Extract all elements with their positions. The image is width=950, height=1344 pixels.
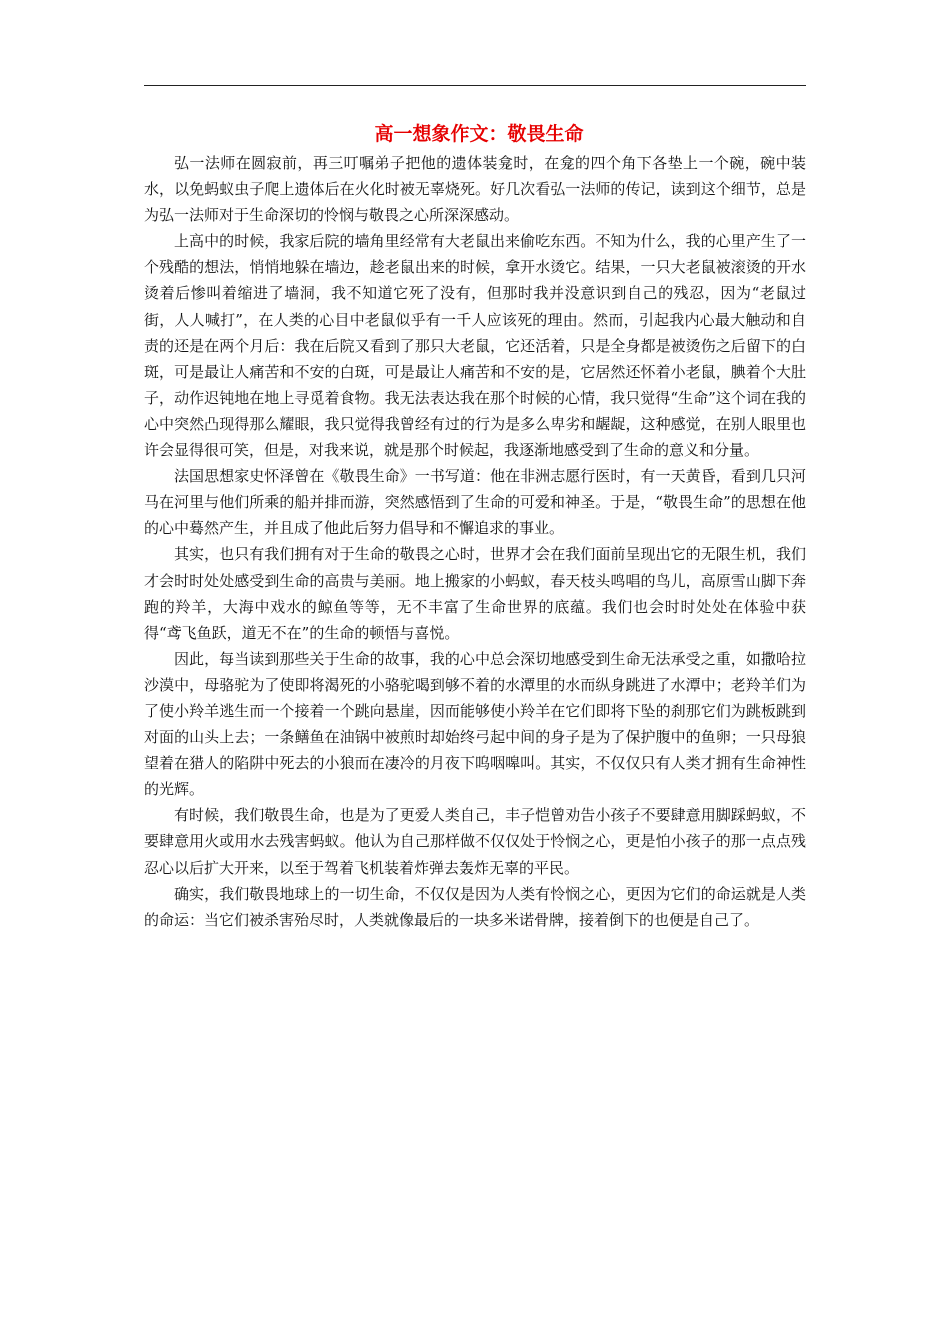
paragraph-5: 因此，每当读到那些关于生命的故事，我的心中总会深切地感受到生命无法承受之重，如撒哈拉沙漠中，母骆驼为了使即将渴死的小骆驼喝到够不着的水潭里的水而纵身跳进了水潭中；老羚羊们为了使小羚羊逃生而一个接着一个跳向悬崖，因而能够使小羚羊在它们即将下坠的刹那它们为跳板跳到对面的山头上去；一条鳝鱼在油锅中被煎时却始终弓起中间的身子是为了保护腹中的鱼卵；一只母狼望着在猎人的陷阱中死去的小狼而在凄冷的月夜下呜咽嗥叫。其实，不仅仅只有人类才拥有生命神性的光辉。: [144, 649, 806, 799]
paragraph-4: 其实，也只有我们拥有对于生命的敬畏之心时，世界才会在我们面前呈现出它的无限生机，我们才会时时处处感受到生命的高贵与美丽。地上搬家的小蚂蚁，春天枝头鸣唱的鸟儿，高原雪山脚下奔跑的羚羊，大海中戏水的鲸鱼等等，无不丰富了生命世界的底蕴。我们也会时时处处在体验中获得“鸢飞鱼跃，道无不在”的生命的顿悟与喜悦。: [144, 545, 806, 642]
paragraph-1: 弘一法师在圆寂前，再三叮嘱弟子把他的遗体装龛时，在龛的四个角下各垫上一个碗，碗中装水，以免蚂蚁虫子爬上遗体后在火化时被无辜烧死。好几次看弘一法师的传记，读到这个细节，总是为弘一法师对于生命深切的怜悯与敬畏之心所深深感动。: [144, 154, 806, 225]
paragraph-6: 有时候，我们敬畏生命，也是为了更爱人类自己，丰子恺曾劝告小孩子不要肆意用脚踩蚂蚁，不要肆意用火或用水去残害蚂蚁。他认为自己那样做不仅仅处于怜悯之心，更是怕小孩子的那一点点残忍心以后扩大开来，以至于驾着飞机装着炸弹去轰炸无辜的平民。: [144, 806, 806, 877]
header-rule: [144, 85, 806, 86]
paragraph-2: 上高中的时候，我家后院的墙角里经常有大老鼠出来偷吃东西。不知为什么，我的心里产生了一个残酷的想法，悄悄地躲在墙边，趁老鼠出来的时候，拿开水烫它。结果，一只大老鼠被滚烫的开水烫着后惨叫着缩进了墙洞，我不知道它死了没有，但那时我并没意识到自己的残忍，因为“老鼠过街，人人喊打”，在人类的心目中老鼠似乎有一千人应该死的理由。然而，引起我内心最大触动和自责的还是在两个月后：我在后院又看到了那只大老鼠，它还活着，只是全身都是被烫伤之后留下的白斑，可是最让人痛苦和不安的白斑，可是最让人痛苦和不安的是，它居然还怀着小老鼠，腆着个大肚子，动作迟钝地在地上寻觅着食物。我无法表达我在那个时候的心情，我只觉得“生命”这个词在我的心中突然凸现得那么耀眼，我只觉得我曾经有过的行为是多么卑劣和龌龊，这种感觉，在别人眼里也许会显得很可笑，但是，对我来说，就是那个时候起，我逐渐地感受到了生命的意义和分量。: [144, 232, 806, 460]
paragraph-3: 法国思想家史怀泽曾在《敬畏生命》一书写道：他在非洲志愿行医时，有一天黄昏，看到几只河马在河里与他们所乘的船并排而游，突然感悟到了生命的可爱和神圣。于是，“敬畏生命”的思想在他的心中蓦然产生，并且成了他此后努力倡导和不懈追求的事业。: [144, 467, 806, 538]
paragraph-7: 确实，我们敬畏地球上的一切生命，不仅仅是因为人类有怜悯之心，更因为它们的命运就是人类的命运：当它们被杀害殆尽时，人类就像最后的一块多米诺骨牌，接着倒下的也便是自己了。: [144, 884, 806, 929]
document-body: [144, 118, 806, 933]
document-title: 高一想象作文：敬畏生命: [374, 123, 584, 145]
